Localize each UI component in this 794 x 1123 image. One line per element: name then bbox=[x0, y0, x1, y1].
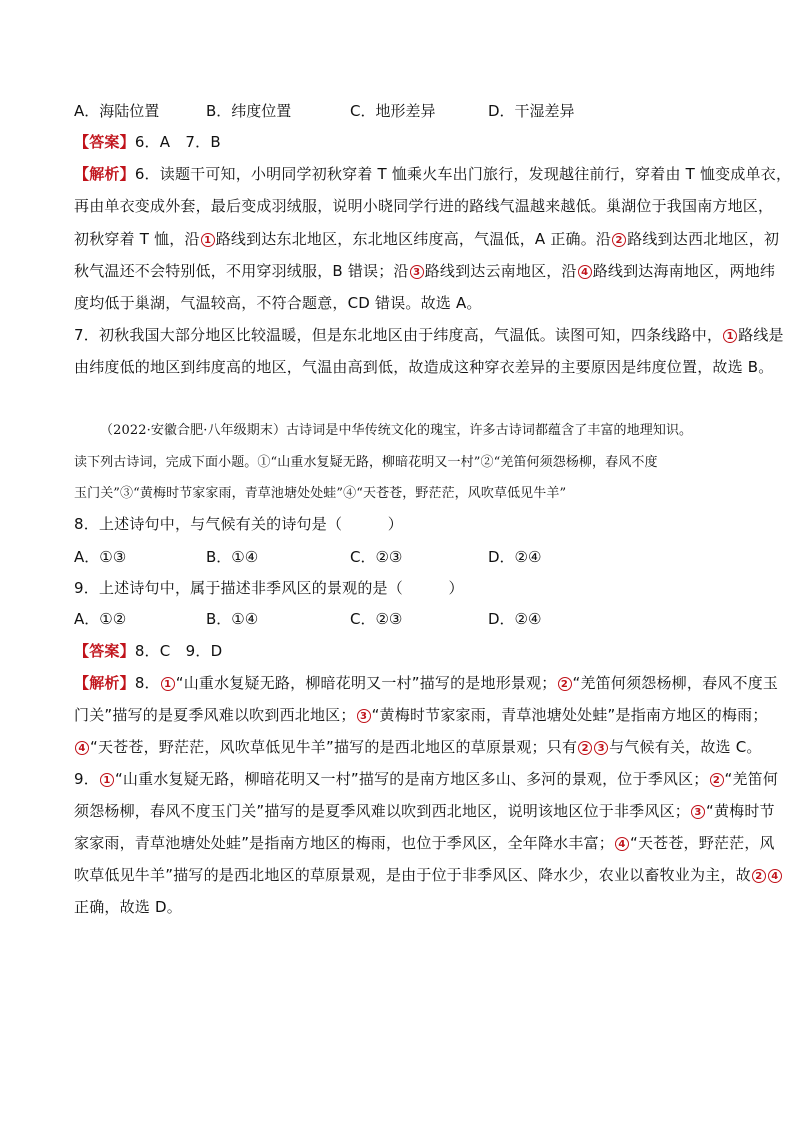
question-9-stem: 9．上述诗句中，属于描述非季风区的景观的是（ ） bbox=[74, 579, 464, 597]
analysis-line bbox=[74, 261, 776, 281]
analysis-text: “羌笛何 bbox=[724, 770, 779, 788]
analysis-line: 由纬度低的地区到纬度高的地区，气温由高到低，故造成这种穿衣差异的主要原因是纬度位置，故选 B。 bbox=[74, 358, 774, 376]
answer-label: 【答案】 bbox=[74, 642, 135, 660]
analysis-text: “山重水复疑无路，柳暗花明又一村”描写的是南方地区多山、多河的景观，位于季风区； bbox=[114, 770, 709, 788]
q9-option-d: D．②④ bbox=[488, 610, 542, 628]
analysis-line: 正确，故选 D。 bbox=[74, 898, 182, 916]
analysis-text: 吹草低见牛羊”描写的是西北地区的草原景观，是由于位于非季风区、降水少，农业以畜牧业为主，故 bbox=[74, 866, 751, 884]
circled-number: 4 bbox=[75, 741, 89, 755]
question-8-stem: 8．上述诗句中，与气候有关的诗句是（ ） bbox=[74, 515, 403, 533]
analysis-line: 度均低于巢湖，气温较高，不符合题意，CD 错误。故选 A。 bbox=[74, 294, 482, 312]
q9-option-a: A．①② bbox=[74, 610, 127, 628]
analysis-text: 8． bbox=[134, 674, 160, 692]
analysis-text: 家家雨，青草池塘处处蛙”是指南方地区的梅雨，也位于季风区，全年降水丰富； bbox=[74, 834, 614, 852]
circled-number: 4 bbox=[578, 265, 592, 279]
analysis-text: 路线到达云南地区，沿 bbox=[424, 262, 577, 280]
analysis-text: 路线到达东北地区，东北地区纬度高，气温低，A 正确。沿 bbox=[215, 230, 612, 248]
analysis-label: 【解析】 bbox=[74, 674, 135, 692]
analysis-text: “山重水复疑无路，柳暗花明又一村”描写的是地形景观； bbox=[175, 674, 557, 692]
option-b: B．纬度位置 bbox=[206, 102, 292, 120]
answer-label: 【答案】 bbox=[74, 133, 135, 151]
analysis-text: 9． bbox=[74, 770, 99, 788]
circled-number: 3 bbox=[691, 805, 705, 819]
analysis-line bbox=[74, 229, 780, 249]
circled-number: 3 bbox=[357, 709, 371, 723]
analysis-text: “羌笛何须怨杨柳，春风不度玉 bbox=[572, 674, 779, 692]
analysis-text: 路线到达西北地区，初 bbox=[627, 230, 780, 248]
circled-number: 1 bbox=[723, 329, 737, 343]
circled-number: 1 bbox=[100, 773, 114, 787]
answer-line bbox=[74, 641, 724, 661]
circled-number: 1 bbox=[161, 677, 175, 691]
analysis-line bbox=[74, 164, 792, 184]
option-c: C．地形差异 bbox=[350, 102, 436, 120]
analysis-line bbox=[74, 865, 779, 885]
analysis-text: 6．读题干可知，小明同学初秋穿着 T 恤乘火车出门旅行，发现越往前行，穿着由 T 恤变成单衣， bbox=[134, 165, 792, 183]
analysis-line bbox=[74, 705, 768, 725]
analysis-text: 路线是 bbox=[738, 326, 784, 344]
circled-number: 2 bbox=[578, 741, 592, 755]
analysis-text: “天苍苍，野茫茫，风 bbox=[629, 834, 775, 852]
analysis-text: 须怨杨柳，春风不度玉门关”描写的是夏季风难以吹到西北地区，说明该地区位于非季风区； bbox=[74, 802, 690, 820]
q8-option-b: B．①④ bbox=[206, 548, 259, 566]
passage-line: 玉门关”③“黄梅时节家家雨，青草池塘处处蛙”④“天苍苍，野茫茫，风吹草低见牛羊” bbox=[74, 486, 567, 501]
circled-number: 2 bbox=[752, 869, 766, 883]
analysis-text: “黄梅时节家家雨，青草池塘处处蛙”是指南方地区的梅雨； bbox=[371, 706, 768, 724]
passage-line: （2022·安徽合肥·八年级期末）古诗词是中华传统文化的瑰宝，许多古诗词都蕴含了丰富的地理知识。 bbox=[100, 423, 693, 438]
analysis-line bbox=[74, 801, 775, 821]
circled-number: 1 bbox=[201, 233, 215, 247]
circled-number: 2 bbox=[710, 773, 724, 787]
circled-number: 3 bbox=[594, 741, 608, 755]
option-a: A．海陆位置 bbox=[74, 102, 160, 120]
analysis-text: 路线到达海南地区，两地纬 bbox=[592, 262, 776, 280]
circled-number: 4 bbox=[768, 869, 782, 883]
analysis-label: 【解析】 bbox=[74, 165, 135, 183]
option-d: D．干湿差异 bbox=[488, 102, 575, 120]
circled-number: 2 bbox=[558, 677, 572, 691]
analysis-text: “黄梅时节 bbox=[705, 802, 775, 820]
analysis-line bbox=[74, 769, 779, 789]
analysis-line bbox=[74, 737, 762, 757]
analysis-line: 再由单衣变成外套，最后变成羽绒服，说明小晓同学行进的路线气温越来越低。巢湖位于我国南方地区， bbox=[74, 197, 774, 215]
analysis-text: 秋气温还不会特别低，不用穿羽绒服，B 错误；沿 bbox=[74, 262, 409, 280]
circled-number: 2 bbox=[612, 233, 626, 247]
q9-option-b: B．①④ bbox=[206, 610, 259, 628]
circled-number: 4 bbox=[615, 837, 629, 851]
circled-number: 3 bbox=[410, 265, 424, 279]
analysis-text: 7．初秋我国大部分地区比较温暖，但是东北地区由于纬度高，气温低。读图可知，四条线路中， bbox=[74, 326, 723, 344]
q8-option-d: D．②④ bbox=[488, 548, 542, 566]
analysis-line bbox=[74, 833, 775, 853]
analysis-text: “天苍苍，野茫茫，风吹草低见牛羊”描写的是西北地区的草原景观；只有 bbox=[90, 738, 578, 756]
passage-line: 读下列古诗词，完成下面小题。①“山重水复疑无路，柳暗花明又一村”②“羌笛何须怨杨柳，春风不度 bbox=[74, 455, 658, 470]
answer-text: 8．C 9．D bbox=[134, 642, 223, 660]
analysis-text: 初秋穿着 T 恤，沿 bbox=[74, 230, 200, 248]
answer-text: 6．A 7．B bbox=[134, 133, 221, 151]
analysis-text: 门关”描写的是夏季风难以吹到西北地区； bbox=[74, 706, 356, 724]
q9-option-c: C．②③ bbox=[350, 610, 403, 628]
analysis-line bbox=[74, 325, 784, 345]
q8-option-a: A．①③ bbox=[74, 548, 127, 566]
answer-line bbox=[74, 132, 724, 152]
analysis-text: 与气候有关，故选 C。 bbox=[609, 738, 762, 756]
analysis-line bbox=[74, 673, 779, 693]
q8-option-c: C．②③ bbox=[350, 548, 403, 566]
